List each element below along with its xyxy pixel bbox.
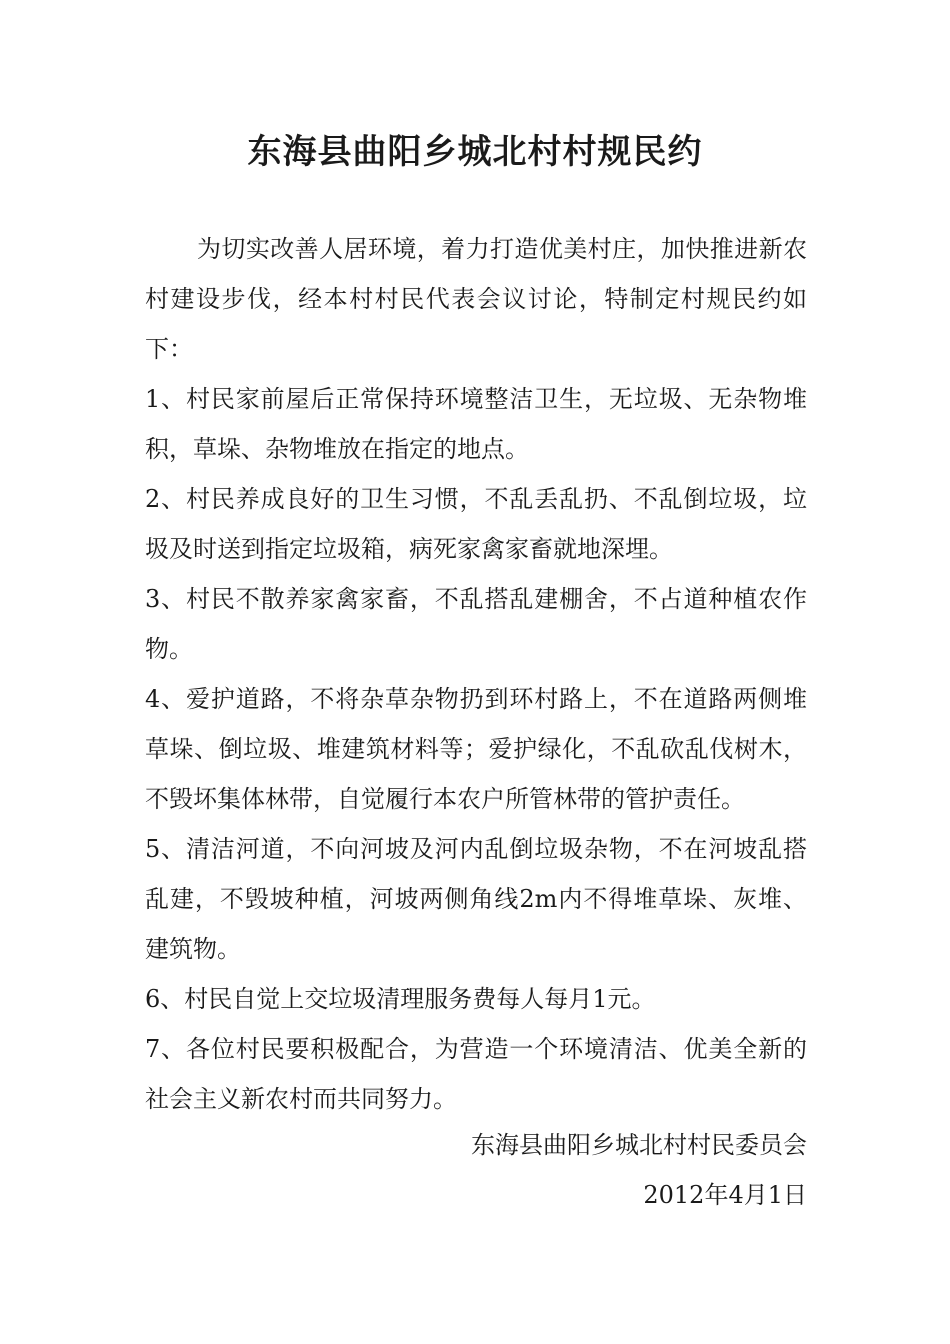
document-title: 东海县曲阳乡城北村村规民约 <box>247 132 703 172</box>
rule-item-3: 3、村民不散养家禽家畜，不乱搭乱建棚舍，不占道种植农作物。 <box>145 585 807 663</box>
rule-item-4: 4、爱护道路，不将杂草杂物扔到环村路上，不在道路两侧堆草垛、倒垃圾、堆建筑材料等；爱护绿化，不乱砍乱伐树木，不毁坏集体林带，自觉履行本农户所管林带的管护责任。 <box>145 685 807 813</box>
rule-item-1: 1、村民家前屋后正常保持环境整洁卫生，无垃圾、无杂物堆积，草垛、杂物堆放在指定的地点。 <box>145 385 807 463</box>
rule-item-5: 5、清洁河道，不向河坡及河内乱倒垃圾杂物，不在河坡乱搭乱建，不毁坡种植，河坡两侧角线2m内不得堆草垛、灰堆、建筑物。 <box>145 835 807 963</box>
signature-organization: 东海县曲阳乡城北村村民委员会 <box>471 1131 807 1159</box>
rule-item-6: 6、村民自觉上交垃圾清理服务费每人每月1元。 <box>145 985 656 1013</box>
signature-date: 2012年4月1日 <box>643 1181 807 1209</box>
intro-paragraph: 为切实改善人居环境，着力打造优美村庄，加快推进新农村建设步伐，经本村村民代表会议讨论，特制定村规民约如下： <box>145 235 807 363</box>
document-body <box>145 224 807 1124</box>
rule-item-2: 2、村民养成良好的卫生习惯，不乱丢乱扔、不乱倒垃圾，垃圾及时送到指定垃圾箱，病死家禽家畜就地深埋。 <box>145 485 807 563</box>
rule-item-7: 7、各位村民要积极配合，为营造一个环境清洁、优美全新的社会主义新农村而共同努力。 <box>145 1035 807 1113</box>
